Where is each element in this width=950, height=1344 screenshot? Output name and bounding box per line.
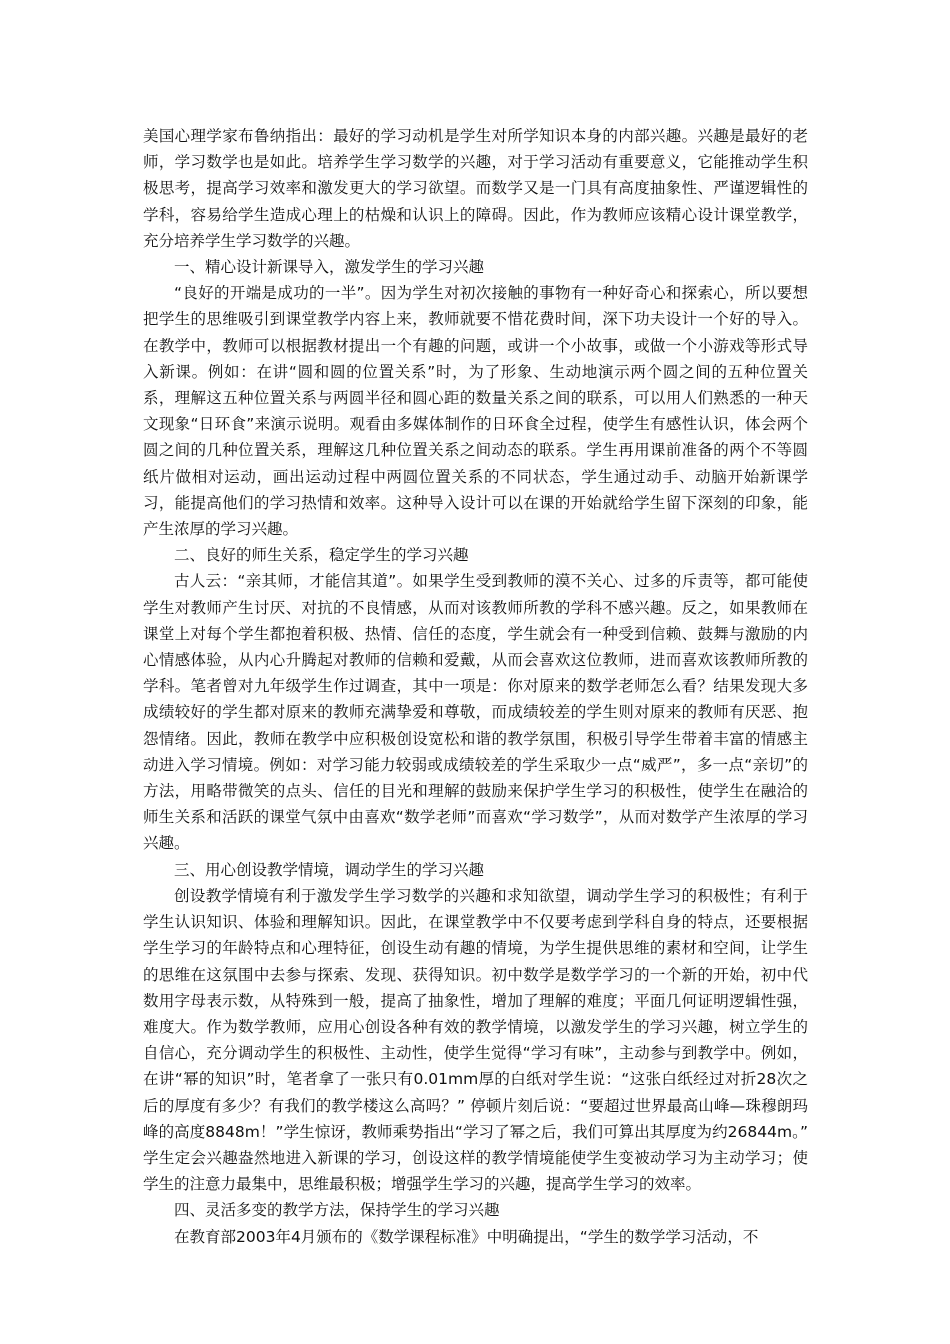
section-paragraph-3: 创设教学情境有利于激发学生学习数学的兴趣和求知欲望，调动学生学习的积极性；有利于学生认识知识、体验和理解知识。因此，在课堂教学中不仅要考虑到学科自身的特点，还要根据学生学习的年龄特点和心理特征，创设生动有趣的情境，为学生提供思维的素材和空间，让学生的思维在这氛围中去参与探索、发现、获得知识。初中数学是数学学习的一个新的开始，初中代数用字母表示数，从特殊到一般，提高了抽象性，增加了理解的难度；平面几何证明逻辑性强，难度大。作为数学教师，应用心创设各种有效的教学情境，以激发学生的学习兴趣，树立学生的自信心，充分调动学生的积极性、主动性，使学生觉得“学习有味”，主动参与到教学中。例如，在讲“幂的知识”时，笔者拿了一张只有0.01mm厚的白纸对学生说：“这张白纸经过对折28次之后的厚度有多少？有我们的教学楼这么高吗？” 停顿片刻后说：“要超过世界最高山峰—珠穆朗玛峰的高度8848m！”学生惊讶，教师乘势指出“学习了幂之后，我们可算出其厚度为约26844m。” 学生定会兴趣盎然地进入新课的学习，创设这样的教学情境能使学生变被动学习为主动学习；使学生的注意力最集中，思维最积极；增强学生学习的兴趣，提高学生学习的效率。: [143, 886, 808, 1194]
section-heading-3: 三、用心创设教学情境，调动学生的学习兴趣: [174, 860, 485, 879]
document-body: [143, 123, 808, 1250]
section-heading-2: 二、良好的师生关系，稳定学生的学习兴趣: [174, 546, 469, 565]
intro-paragraph: 美国心理学家布鲁纳指出：最好的学习动机是学生对所学知识本身的内部兴趣。兴趣是最好的老师，学习数学也是如此。培养学生学习数学的兴趣，对于学习活动有重要意义，它能推动学生积极思考，提高学习效率和激发更大的学习欲望。而数学又是一门具有高度抽象性、严谨逻辑性的学科，容易给学生造成心理上的枯燥和认识上的障碍。因此，作为教师应该精心设计课堂教学，充分培养学生学习数学的兴趣。: [143, 127, 808, 250]
section-paragraph-2: 古人云：“亲其师，才能信其道”。如果学生受到教师的漠不关心、过多的斥责等，都可能使学生对教师产生讨厌、对抗的不良情感，从而对该教师所教的学科不感兴趣。反之，如果教师在课堂上对每个学生都抱着积极、热情、信任的态度，学生就会有一种受到信赖、鼓舞与激励的内心情感体验，从内心升腾起对教师的信赖和爱戴，从而会喜欢这位教师，进而喜欢该教师所教的学科。笔者曾对九年级学生作过调查，其中一项是：你对原来的数学老师怎么看？结果发现大多成绩较好的学生都对原来的教师充满挚爱和尊敬，而成绩较差的学生则对原来的教师有厌恶、抱怨情绪。因此，教师在教学中应积极创设宽松和谐的教学氛围，积极引导学生带着丰富的情感主动进入学习情境。例如：对学习能力较弱或成绩较差的学生采取少一点“威严”，多一点“亲切”的方法，用略带微笑的点头、信任的目光和理解的鼓励来保护学生学习的积极性，使学生在融洽的师生关系和活跃的课堂气氛中由喜欢“数学老师”而喜欢“学习数学”，从而对数学产生浓厚的学习兴趣。: [143, 572, 808, 853]
section-heading-4: 四、灵活多变的教学方法，保持学生的学习兴趣: [174, 1201, 500, 1220]
section-paragraph-1: “良好的开端是成功的一半”。因为学生对初次接触的事物有一种好奇心和探索心，所以要想把学生的思维吸引到课堂教学内容上来，教师就要不惜花费时间，深下功夫设计一个好的导入。在教学中，教师可以根据教材提出一个有趣的问题，或讲一个小故事，或做一个小游戏等形式导入新课。例如：在讲“圆和圆的位置关系”时，为了形象、生动地演示两个圆之间的五种位置关系，理解这五种位置关系与两圆半径和圆心距的数量关系之间的联系，可以用人们熟悉的一种天文现象“日环食”来演示说明。观看由多媒体制作的日环食全过程，使学生有感性认识，体会两个圆之间的几种位置关系，理解这几种位置关系之间动态的联系。学生再用课前准备的两个不等圆纸片做相对运动，画出运动过程中两圆位置关系的不同状态，学生通过动手、动脑开始新课学习，能提高他们的学习热情和效率。这种导入设计可以在课的开始就给学生留下深刻的印象，能产生浓厚的学习兴趣。: [143, 284, 808, 539]
section-heading-1: 一、精心设计新课导入，激发学生的学习兴趣: [174, 258, 485, 277]
section-paragraph-4: 在教育部2003年4月颁布的《数学课程标准》中明确提出，“学生的数学学习活动，不: [174, 1227, 759, 1246]
